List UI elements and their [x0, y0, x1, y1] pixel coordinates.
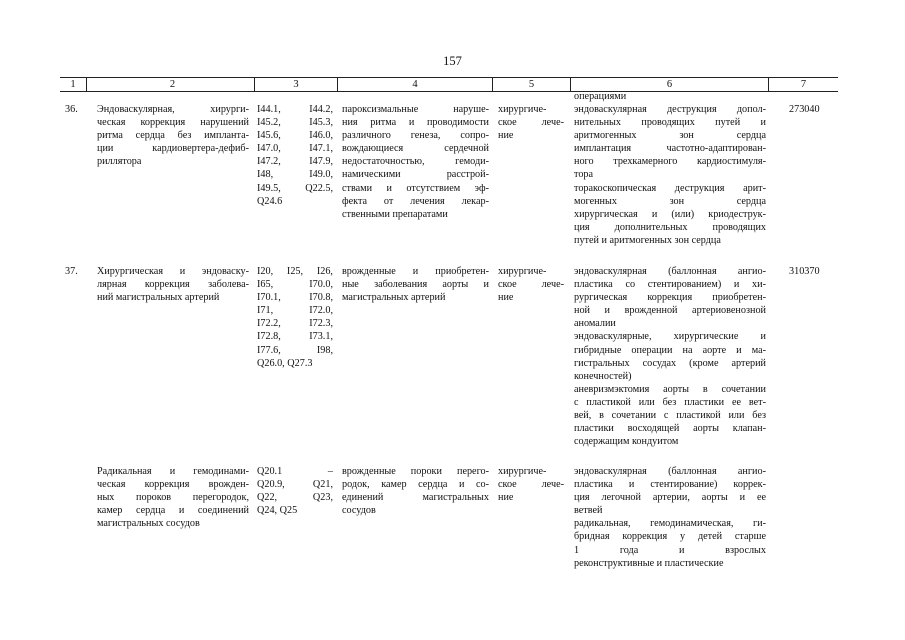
icd-code: I72.8,	[257, 331, 281, 343]
icd-code: I70.8,	[309, 292, 333, 304]
treatment-methods-line: нительных проводящих путей и	[574, 117, 766, 129]
diagnosis-line: пароксизмальные наруше-	[342, 104, 489, 115]
icd-code: I47.9,	[309, 156, 333, 168]
cost-amount: 273040	[789, 104, 820, 115]
header-col-5: 5	[528, 79, 535, 90]
header-col-1: 1	[70, 79, 76, 90]
procedure-group-name-line: ний магистральных артерий	[97, 292, 220, 304]
treatment-methods-line: пластика со стентированием) и хи-	[574, 279, 766, 291]
icd-code: I25,	[286, 266, 304, 277]
icd-code: Q24.6	[257, 195, 283, 207]
icd-code: I49.5,	[257, 182, 281, 194]
treatment-methods-line: эндоваскулярная (баллонная ангио-	[574, 266, 766, 277]
icd-code: I72.3,	[309, 318, 333, 330]
treatment-methods-line: пластики восходящей аорты клапан-	[574, 423, 766, 435]
treatment-methods-line: с пластикой или без пластики ее вет-	[574, 396, 766, 408]
icd-code: I72.2,	[257, 318, 281, 330]
diagnosis	[342, 103, 489, 221]
icd-code: Q20.9,	[257, 479, 285, 491]
diagnosis-line: родок, камер сердца и со-	[342, 479, 489, 491]
treatment-methods-line: пластика и стентирование) коррек-	[574, 479, 766, 491]
icd-code-line	[257, 317, 333, 330]
icd-code-line	[257, 344, 333, 357]
icd-code: I73.1,	[309, 331, 333, 343]
treatment-methods-line: эндоваскулярные, хирургические и	[574, 331, 766, 343]
icd-code-line	[257, 116, 333, 129]
icd-codes	[257, 465, 333, 517]
diagnosis-line: недостаточностью, гемоди-	[342, 156, 489, 168]
treatment-methods-line: тора	[574, 169, 594, 181]
treatment-methods-line: имплантация частотно-адаптирован-	[574, 143, 766, 155]
icd-code: I47.2,	[257, 156, 281, 168]
icd-code-line	[257, 168, 333, 181]
icd-code: I70.0,	[309, 279, 333, 291]
icd-code-line	[257, 304, 333, 317]
treatment-type-line: ние	[498, 492, 514, 504]
icd-code: I77.6,	[257, 344, 281, 356]
icd-code-line	[257, 265, 333, 278]
icd-code: I44.1,	[257, 104, 281, 115]
row-number: 36.	[65, 104, 78, 115]
treatment-methods-line: ного трехкамерного кардиостимуля-	[574, 156, 766, 168]
treatment-type-line: ние	[498, 130, 514, 142]
icd-codes	[257, 103, 333, 208]
procedure-group-name-line: ных пороков перегородок,	[97, 492, 249, 504]
treatment-methods-line: бридная коррекция у детей старше	[574, 531, 766, 543]
icd-code: I47.1,	[309, 143, 333, 155]
icd-code: –	[327, 466, 333, 477]
procedure-group-name-line: Эндоваскулярная, хирурги-	[97, 104, 249, 115]
diagnosis-line: магистральных артерий	[342, 292, 446, 304]
treatment-methods-line: торакоскопическая деструкция арит-	[574, 182, 766, 194]
icd-code-line	[257, 195, 333, 208]
icd-code: I49.0,	[309, 169, 333, 181]
icd-code: I44.2,	[309, 104, 333, 115]
header-col-4: 4	[412, 79, 418, 90]
icd-code-line	[257, 129, 333, 142]
icd-code: I98,	[316, 344, 333, 356]
icd-code-line	[257, 291, 333, 304]
icd-code-line	[257, 155, 333, 168]
icd-code: Q21,	[312, 479, 333, 491]
icd-code: Q26.0, Q27.3	[257, 357, 313, 369]
diagnosis-line: фекта от лечения лекар-	[342, 195, 489, 207]
treatment-type-line: ское лече-	[498, 117, 564, 129]
header-col-2: 2	[169, 79, 176, 90]
page-number: 157	[443, 54, 462, 68]
icd-code-line	[257, 103, 333, 116]
procedure-group-name	[97, 103, 249, 168]
diagnosis-line: врожденные и приобретен-	[342, 266, 489, 277]
treatment-type	[498, 265, 564, 304]
diagnosis-line: ствами и отсутствием эф-	[342, 182, 489, 194]
icd-code: Q24, Q25	[257, 505, 298, 517]
icd-code: Q22.5,	[305, 182, 333, 194]
icd-code: I26,	[316, 266, 333, 277]
diagnosis-line: различного генеза, сопро-	[342, 130, 489, 142]
treatment-methods-line: хирургическая и (или) криодеструк-	[574, 208, 766, 220]
diagnosis-line: ственными препаратами	[342, 208, 448, 220]
diagnosis-line: врожденные пороки перего-	[342, 466, 489, 477]
procedure-group-name-line: Хирургическая и эндоваску-	[97, 266, 249, 277]
treatment-methods-line: ной и врожденной артериовенозной	[574, 305, 766, 317]
procedure-group-name	[97, 465, 249, 530]
icd-code-line	[257, 182, 333, 195]
icd-code: I45.2,	[257, 117, 281, 129]
diagnosis-line: единений магистральных	[342, 492, 489, 504]
treatment-methods-line: ция дополнительных проводящих	[574, 221, 766, 233]
icd-codes	[257, 265, 333, 370]
treatment-methods-line: могенных зон сердца	[574, 195, 766, 207]
icd-code-line	[257, 357, 333, 370]
row-number: 37.	[65, 266, 78, 277]
treatment-type	[498, 465, 564, 504]
method-continuation: операциями	[574, 90, 627, 102]
treatment-methods-line: гибридные операции на аорте и ма-	[574, 344, 766, 356]
procedure-group-name-line: ческая коррекция нарушений	[97, 117, 249, 129]
treatment-type-line: ние	[498, 292, 514, 304]
cost-amount: 310370	[789, 266, 820, 277]
procedure-group-name-line: Радикальная и гемодинами-	[97, 466, 249, 477]
treatment-type	[498, 103, 564, 142]
treatment-type-line: хирургиче-	[498, 466, 547, 477]
procedure-group-name-line: магистральных сосудов	[97, 518, 200, 530]
procedure-group-name	[97, 265, 249, 304]
icd-code: Q23,	[312, 492, 333, 504]
icd-code-line	[257, 465, 333, 478]
header-col-3: 3	[293, 79, 299, 90]
treatment-methods-line: эндоваскулярная (баллонная ангио-	[574, 466, 766, 477]
treatment-type-line: хирургиче-	[498, 104, 547, 115]
header-col-6: 6	[666, 79, 673, 90]
icd-code: I20,	[257, 266, 274, 277]
treatment-type-line: ское лече-	[498, 279, 564, 291]
icd-code: I46.0,	[309, 130, 333, 142]
diagnosis-line: вождающиеся сердечной	[342, 143, 489, 155]
procedure-group-name-line: ции кардиовертера-дефиб-	[97, 143, 249, 155]
icd-code: I48,	[257, 169, 274, 181]
treatment-methods-line: конечностей)	[574, 370, 632, 382]
treatment-methods-line: вей, в сочетании с пластикой или без	[574, 410, 766, 422]
icd-code-line	[257, 504, 333, 517]
treatment-methods-line: аномалии	[574, 318, 616, 330]
icd-code: I45.6,	[257, 130, 281, 142]
treatment-type-line: ское лече-	[498, 479, 564, 491]
icd-code-line	[257, 330, 333, 343]
treatment-methods-line: рургическая коррекция приобретен-	[574, 292, 766, 304]
treatment-methods-line: содержащим кондуитом	[574, 436, 679, 448]
treatment-methods-line: реконструктивные и пластические	[574, 557, 724, 569]
treatment-methods	[574, 465, 766, 570]
treatment-methods	[574, 103, 766, 247]
treatment-methods-line: радикальная, гемодинамическая, ги-	[574, 518, 766, 530]
treatment-methods-line: ция легочной артерии, аорты и ее	[574, 492, 766, 504]
icd-code-line	[257, 142, 333, 155]
treatment-methods-line: эндоваскулярная деструкция допол-	[574, 104, 766, 115]
icd-code-line	[257, 491, 333, 504]
procedure-group-name-line: риллятора	[97, 156, 142, 168]
header-col-7: 7	[800, 79, 807, 90]
procedure-group-name-line: лярная коррекция заболева-	[97, 279, 249, 291]
icd-code-line	[257, 278, 333, 291]
procedure-group-name-line: ритма сердца без импланта-	[97, 130, 249, 142]
treatment-methods-line: гистральных сосудах (кроме артерий	[574, 357, 766, 369]
procedure-group-name-line: камер сердца и соединений	[97, 505, 249, 517]
icd-code: I72.0,	[309, 305, 333, 317]
icd-code: Q22,	[257, 492, 278, 504]
diagnosis-line: ния ритма и проводимости	[342, 117, 489, 129]
diagnosis-line: ные заболевания аорты и	[342, 279, 489, 291]
treatment-methods-line: путей и аритмогенных зон сердца	[574, 234, 721, 246]
icd-code-line	[257, 478, 333, 491]
diagnosis	[342, 265, 489, 304]
diagnosis	[342, 465, 489, 517]
treatment-methods-line: аневризмэктомия аорты в сочетании	[574, 383, 766, 395]
icd-code: I65,	[257, 279, 274, 291]
treatment-methods	[574, 265, 766, 448]
diagnosis-line: сосудов	[342, 505, 376, 517]
procedure-group-name-line: ческая коррекция врожден-	[97, 479, 249, 491]
treatment-methods-line: 1 года и взрослых	[574, 544, 766, 556]
treatment-methods-line: ветвей	[574, 505, 603, 517]
icd-code: I47.0,	[257, 143, 281, 155]
icd-code: I45.3,	[309, 117, 333, 129]
treatment-type-line: хирургиче-	[498, 266, 547, 277]
icd-code: I71,	[257, 305, 274, 317]
treatment-methods-line: аритмогенных зон сердца	[574, 130, 766, 142]
icd-code: Q20.1	[257, 466, 283, 477]
icd-code: I70.1,	[257, 292, 281, 304]
diagnosis-line: намическими расстрой-	[342, 169, 489, 181]
